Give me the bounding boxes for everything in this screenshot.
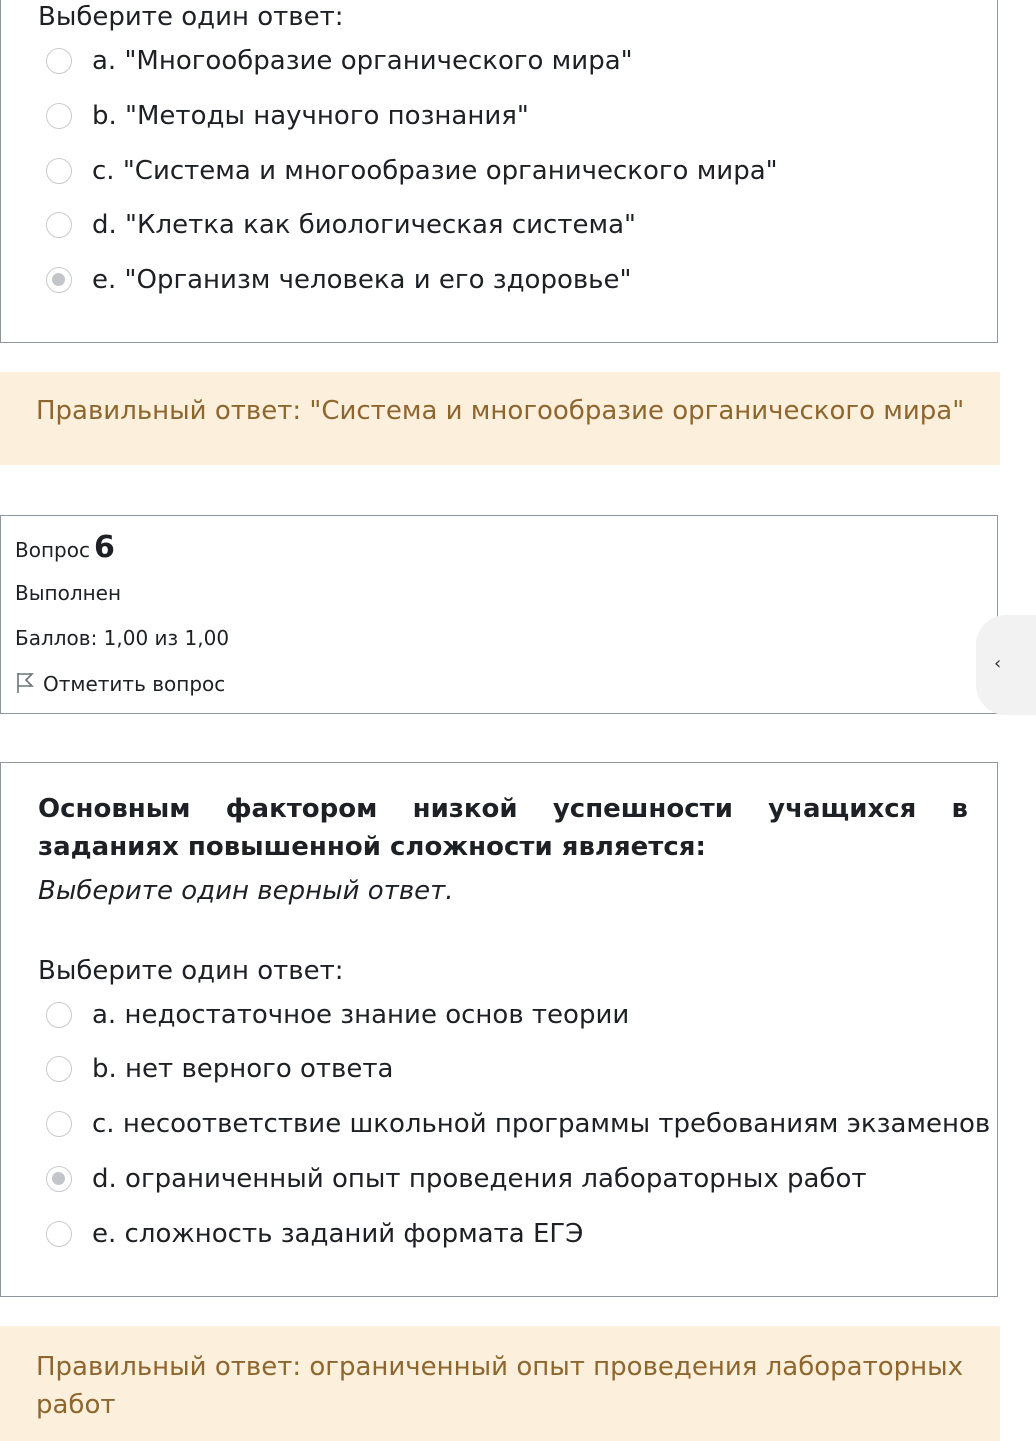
- option-b[interactable]: [46, 1052, 393, 1086]
- radio-button[interactable]: [46, 1111, 72, 1137]
- radio-button-checked[interactable]: [46, 1166, 72, 1192]
- option-a[interactable]: [46, 44, 633, 78]
- option-label: b. "Методы научного познания": [92, 101, 529, 131]
- option-d[interactable]: [46, 208, 636, 242]
- option-label: e. сложность заданий формата ЕГЭ: [92, 1219, 584, 1249]
- option-b[interactable]: [46, 99, 529, 133]
- radio-button[interactable]: [46, 48, 72, 74]
- question-text: Основным фактором низкой успешности учащихся в заданиях повышенной сложности является:: [38, 794, 968, 862]
- option-e[interactable]: [46, 263, 631, 297]
- answer-prompt: Выберите один ответ:: [38, 956, 344, 986]
- radio-button[interactable]: [46, 1056, 72, 1082]
- radio-button[interactable]: [46, 1002, 72, 1028]
- option-label: a. недостаточное знание основ теории: [92, 1000, 630, 1030]
- question-label: Вопрос: [15, 538, 90, 562]
- flag-question-link[interactable]: [15, 672, 225, 699]
- flag-question-label: Отметить вопрос: [43, 672, 226, 696]
- radio-button[interactable]: [46, 158, 72, 184]
- option-a[interactable]: [46, 998, 629, 1032]
- option-label: e. "Организм человека и его здоровье": [92, 265, 632, 295]
- correct-answer-feedback: Правильный ответ: "Система и многообразие органического мира": [0, 372, 1000, 465]
- answer-prompt: Выберите один ответ:: [38, 2, 344, 32]
- option-label: a. "Многообразие органического мира": [92, 46, 633, 76]
- question-instruction: Выберите один верный ответ.: [38, 876, 454, 906]
- option-label: c. "Система и многообразие органического мира": [92, 156, 778, 186]
- correct-answer-feedback: Правильный ответ: ограниченный опыт проведения лабораторных работ: [0, 1326, 1000, 1441]
- question-status: Выполнен: [15, 581, 122, 605]
- option-c[interactable]: [46, 154, 778, 188]
- option-label: d. ограниченный опыт проведения лабораторных работ: [92, 1164, 867, 1194]
- radio-button[interactable]: [46, 1221, 72, 1247]
- chevron-left-icon: ‹: [994, 653, 1002, 674]
- radio-button[interactable]: [46, 103, 72, 129]
- question-number-value: 6: [93, 530, 115, 565]
- drawer-toggle-tab[interactable]: [976, 615, 1036, 715]
- flag-icon: [15, 672, 35, 699]
- option-e[interactable]: [46, 1217, 583, 1251]
- option-d[interactable]: [46, 1162, 867, 1196]
- question-number: [15, 530, 115, 565]
- option-c[interactable]: [46, 1107, 990, 1141]
- option-label: b. нет верного ответа: [92, 1054, 394, 1084]
- radio-button[interactable]: [46, 212, 72, 238]
- radio-button-checked[interactable]: [46, 267, 72, 293]
- question-grade: Баллов: 1,00 из 1,00: [15, 626, 230, 650]
- option-label: c. несоответствие школьной программы требованиям экзаменов: [92, 1109, 991, 1139]
- option-label: d. "Клетка как биологическая система": [92, 210, 636, 240]
